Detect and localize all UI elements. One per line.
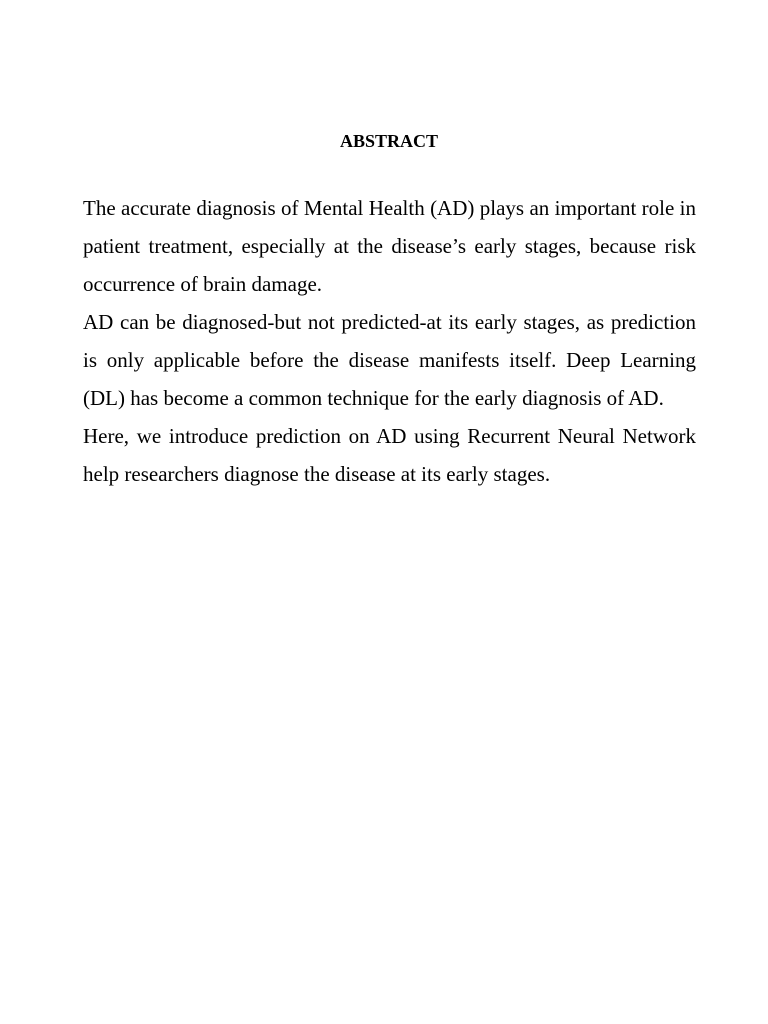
abstract-heading: ABSTRACT xyxy=(339,131,439,151)
abstract-paragraph-1: The accurate diagnosis of Mental Health (AD) plays an important role in patient treatment, especially at the disease’s early stages, because risk occurrence of brain damage. xyxy=(83,196,696,296)
abstract-paragraph-2: AD can be diagnosed-but not predicted-at its early stages, as prediction is only applicable before the disease manifests itself. Deep Learning (DL) has become a common technique for the early diagnosis of AD. xyxy=(83,310,696,410)
abstract-body xyxy=(83,189,696,493)
abstract-paragraph-3: Here, we introduce prediction on AD using Recurrent Neural Network help researchers diagnose the disease at its early stages. xyxy=(83,424,696,486)
